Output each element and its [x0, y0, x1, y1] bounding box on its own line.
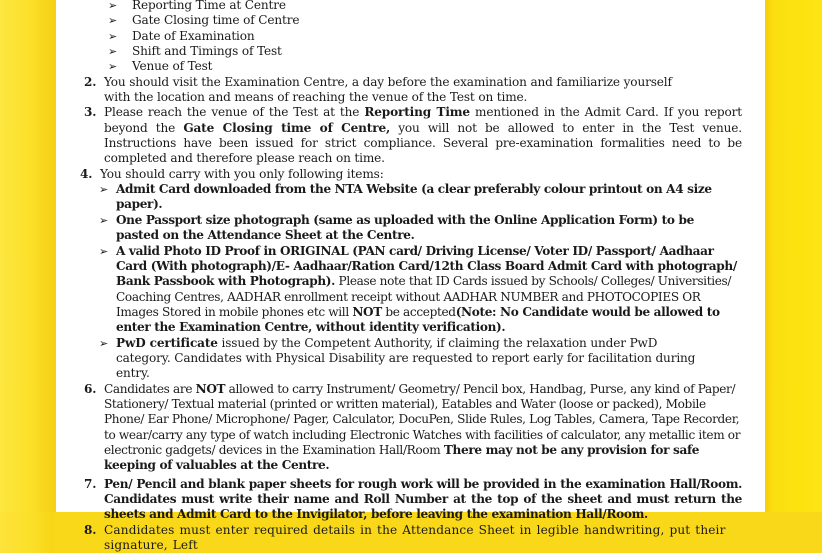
- item-number: 8.: [84, 522, 97, 537]
- arrow-bullet-icon: ➢: [108, 60, 118, 74]
- list-item: ➢ Reporting Time at Centre: [108, 0, 286, 12]
- arrow-bullet-icon: ➢: [108, 0, 118, 12]
- list-item: ➢ Shift and Timings of Test: [108, 44, 282, 59]
- instruction-item-8: [56, 523, 765, 553]
- carry-item-photo-id: ➢ A valid Photo ID Proof in ORIGINAL (PAN card/ Driving License/ Voter ID/ Passport/ Aadhaar Card (With photograph)/E- Aadhaar/Ration Card/12th Class Board Admit Card with photograph/ Bank Passbook with Photograph). Please note that ID Cards issued by Schools/ Colleges/ Universities/ Coaching Centres, AADHAR enrollment receipt without AADHAR NUMBER and PHOTOCOPIES OR Images Stored in mobile phones etc will NOT be accepted(Note: No Candidate would be allowed to enter the Examination Centre, without identity verification).: [99, 243, 737, 335]
- document-page: [56, 0, 765, 553]
- item-number: 6.: [84, 381, 97, 396]
- item-number: 4.: [80, 166, 93, 181]
- arrow-bullet-icon: ➢: [99, 244, 109, 258]
- item-text: Please reach the venue of the Test at the Reporting Time mentioned in the Admit Card. If you report beyond the Gate Closing time of Centre, you will not be allowed to enter in the Test venue. Instructions have been issued for strict compliance. Several pre-examination formalities need to be completed and therefore please reach on time.: [104, 105, 743, 166]
- safe-keeping-note: There may not be any provision for safe keeping of valuables at the Centre.: [104, 442, 700, 473]
- arrow-bullet-icon: ➢: [99, 183, 109, 197]
- left-yellow-border: [0, 0, 56, 512]
- item-text: Candidates must enter required details in the Attendance Sheet in legible handwriting, put their signature, Left: [104, 522, 726, 553]
- item-number: 7.: [84, 476, 97, 491]
- gate-closing-emphasis: Gate Closing time of Centre,: [183, 120, 391, 135]
- item-text: Pen/ Pencil and blank paper sheets for rough work will be provided in the examination Hall/Room. Candidates must write their name and Roll Number at the top of the sheet and must return the sheets and Admit Card to the Invigilator, before leaving the examination Hall/Room.: [104, 476, 742, 522]
- instruction-item-2: [56, 75, 765, 106]
- instructions-document: [56, 0, 765, 553]
- arrow-bullet-icon: ➢: [108, 45, 118, 59]
- list-item: ➢ Venue of Test: [108, 59, 213, 74]
- list-item: ➢ Date of Examination: [108, 28, 255, 43]
- instruction-item-4: [56, 167, 765, 382]
- item-text: You should visit the Examination Centre, a day before the examination and familiarize yourself with the location and means of reaching the venue of the Test on time.: [104, 74, 672, 105]
- carry-item-admit-card: ➢ Admit Card downloaded from the NTA Website (a clear preferably colour printout on A4 size paper).: [99, 182, 712, 212]
- reporting-time-emphasis: Reporting Time: [364, 105, 470, 120]
- carry-item-photograph: ➢ One Passport size photograph (same as uploaded with the Online Application Form) to be pasted on the Attendance Sheet at the Centre.: [99, 212, 694, 243]
- list-item: ➢ Gate Closing time of Centre: [108, 13, 300, 28]
- item-text: You should carry with you only following items:: [100, 166, 384, 181]
- admit-card-details-list: [56, 0, 765, 75]
- instruction-item-6: [56, 382, 765, 474]
- identity-note: (Note: No Candidate would be allowed to enter the Examination Centre, without identity verification).: [116, 304, 720, 335]
- arrow-bullet-icon: ➢: [99, 336, 109, 350]
- item-text: Candidates are NOT allowed to carry Instrument/ Geometry/ Pencil box, Handbag, Purse, any kind of Paper/ Stationery/ Textual material (printed or written material), Eatables and Water (loose or packed), Mobile Phone/ Ear Phone/ Microphone/ Pager, Calculator, DocuPen, Slide Rules, Log Tables, Camera, Tape Recorder, to wear/carry any type of watch including Electronic Watches with facilities of calculator, any metallic item or electronic gadgets/ devices in the Examination Hall/Room There may not be any provision for safe keeping of valuables at the Centre.: [104, 381, 741, 473]
- arrow-bullet-icon: ➢: [108, 29, 118, 43]
- arrow-bullet-icon: ➢: [99, 213, 109, 227]
- instruction-item-3: [56, 105, 765, 166]
- item-number: 2.: [84, 74, 97, 89]
- right-yellow-border: [765, 0, 822, 512]
- carry-item-pwd-certificate: ➢ PwD certificate issued by the Competent Authority, if claiming the relaxation under PwD category. Candidates with Physical Disability are requested to report early for facilitation during entry.: [99, 335, 696, 381]
- arrow-bullet-icon: ➢: [108, 14, 118, 28]
- item-number: 3.: [84, 105, 97, 120]
- instruction-item-7: [56, 477, 765, 523]
